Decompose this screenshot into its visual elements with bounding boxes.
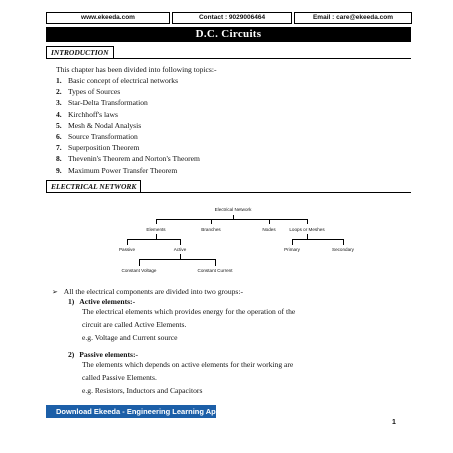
item-text: Thevenin's Theorem and Norton's Theorem bbox=[68, 154, 200, 164]
diagram-line bbox=[139, 259, 215, 260]
example-line: e.g. Voltage and Current source bbox=[82, 333, 178, 342]
list-item bbox=[56, 109, 200, 120]
diagram-line bbox=[180, 239, 181, 245]
group-title: Active elements:- bbox=[79, 297, 136, 306]
website-text: www.ekeeda.com bbox=[81, 14, 135, 21]
item-number: 8. bbox=[56, 154, 62, 164]
diagram-line bbox=[139, 259, 140, 266]
arrow-bullet-icon: ➢ bbox=[52, 288, 58, 296]
node-constant-voltage: Constant Voltage bbox=[121, 268, 157, 273]
diagram-line bbox=[343, 239, 344, 245]
item-number: 9. bbox=[56, 165, 62, 175]
item-text: Source Transformation bbox=[68, 131, 138, 141]
group-title: Passive elements:- bbox=[79, 350, 139, 359]
section-heading-network: ELECTRICAL NETWORK bbox=[46, 180, 141, 193]
node-constant-current: Constant Current bbox=[197, 268, 233, 273]
app-download-banner[interactable]: Download Ekeeda - Engineering Learning App bbox=[46, 405, 216, 418]
diagram-line bbox=[127, 239, 180, 240]
node-nodes: Nodes bbox=[262, 227, 276, 232]
item-number: 7. bbox=[56, 143, 62, 153]
header-contact bbox=[172, 12, 292, 24]
email-text: Email : care@ekeeda.com bbox=[312, 14, 394, 21]
example-line: e.g. Resistors, Inductors and Capacitors bbox=[82, 386, 203, 395]
item-number: 1. bbox=[56, 76, 62, 85]
item-number: 4. bbox=[56, 109, 62, 119]
item-text: Star-Delta Transformation bbox=[68, 98, 148, 108]
diagram-line bbox=[307, 219, 308, 224]
group-number: 2) bbox=[68, 350, 75, 359]
node-active: Active bbox=[173, 247, 187, 252]
header-email bbox=[294, 12, 412, 24]
desc-line: The elements which depends on active elements for their working are bbox=[82, 360, 294, 369]
desc-line: circuit are called Active Elements. bbox=[82, 320, 187, 329]
item-text: Mesh & Nodal Analysis bbox=[68, 120, 142, 130]
item-number: 3. bbox=[56, 98, 62, 108]
diagram-line bbox=[156, 219, 307, 220]
diagram-line bbox=[215, 259, 216, 266]
item-text: Basic concept of electrical networks bbox=[68, 76, 179, 85]
node-loops: Loops or Meshes bbox=[289, 227, 325, 232]
desc-line: called Passive Elements. bbox=[82, 373, 157, 382]
node-passive: Passive bbox=[118, 247, 136, 252]
item-text: Types of Sources bbox=[68, 87, 121, 97]
diagram-line bbox=[211, 219, 212, 224]
list-item bbox=[56, 86, 200, 97]
diagram-line bbox=[269, 219, 270, 224]
item-number: 6. bbox=[56, 131, 62, 141]
item-number: 2. bbox=[56, 87, 62, 97]
list-item bbox=[56, 153, 200, 164]
desc-line: The electrical elements which provides energy for the operation of the bbox=[82, 307, 296, 316]
list-item bbox=[56, 97, 200, 108]
diagram-line bbox=[292, 239, 343, 240]
node-elements: Elements bbox=[146, 227, 166, 232]
diagram-line bbox=[127, 239, 128, 245]
node-branches: Branches bbox=[201, 227, 221, 232]
item-text: Superposition Theorem bbox=[68, 143, 140, 153]
node-secondary: Secondary bbox=[332, 247, 354, 252]
list-item bbox=[56, 142, 200, 153]
list-item bbox=[56, 165, 200, 176]
item-number: 5. bbox=[56, 120, 62, 130]
topic-list bbox=[56, 75, 200, 176]
page-title: D.C. Circuits bbox=[46, 27, 411, 42]
section-rule bbox=[46, 192, 411, 193]
node-primary: Primary bbox=[284, 247, 300, 252]
intro-lead: This chapter has been divided into following topics:- bbox=[56, 65, 217, 74]
list-item bbox=[56, 131, 200, 142]
diagram-line bbox=[156, 219, 157, 224]
section-heading-introduction: INTRODUCTION bbox=[46, 46, 114, 59]
diagram-line bbox=[292, 239, 293, 245]
item-text: Maximum Power Transfer Theorem bbox=[68, 165, 178, 175]
item-text: Kirchhoff's laws bbox=[68, 109, 118, 119]
bullet-line bbox=[52, 287, 243, 297]
list-item bbox=[56, 120, 200, 131]
bullet-text: All the electrical components are divided into two groups:- bbox=[63, 287, 244, 296]
contact-text: Contact : 9029006464 bbox=[198, 14, 266, 21]
group-desc-passive bbox=[82, 358, 404, 397]
page-number: 1 bbox=[392, 419, 396, 426]
list-item bbox=[56, 75, 200, 86]
section-rule bbox=[46, 58, 411, 59]
group-number: 1) bbox=[68, 297, 75, 306]
node-root: Electrical Network bbox=[214, 207, 252, 212]
header-website bbox=[46, 12, 170, 24]
group-desc-active bbox=[82, 305, 404, 344]
